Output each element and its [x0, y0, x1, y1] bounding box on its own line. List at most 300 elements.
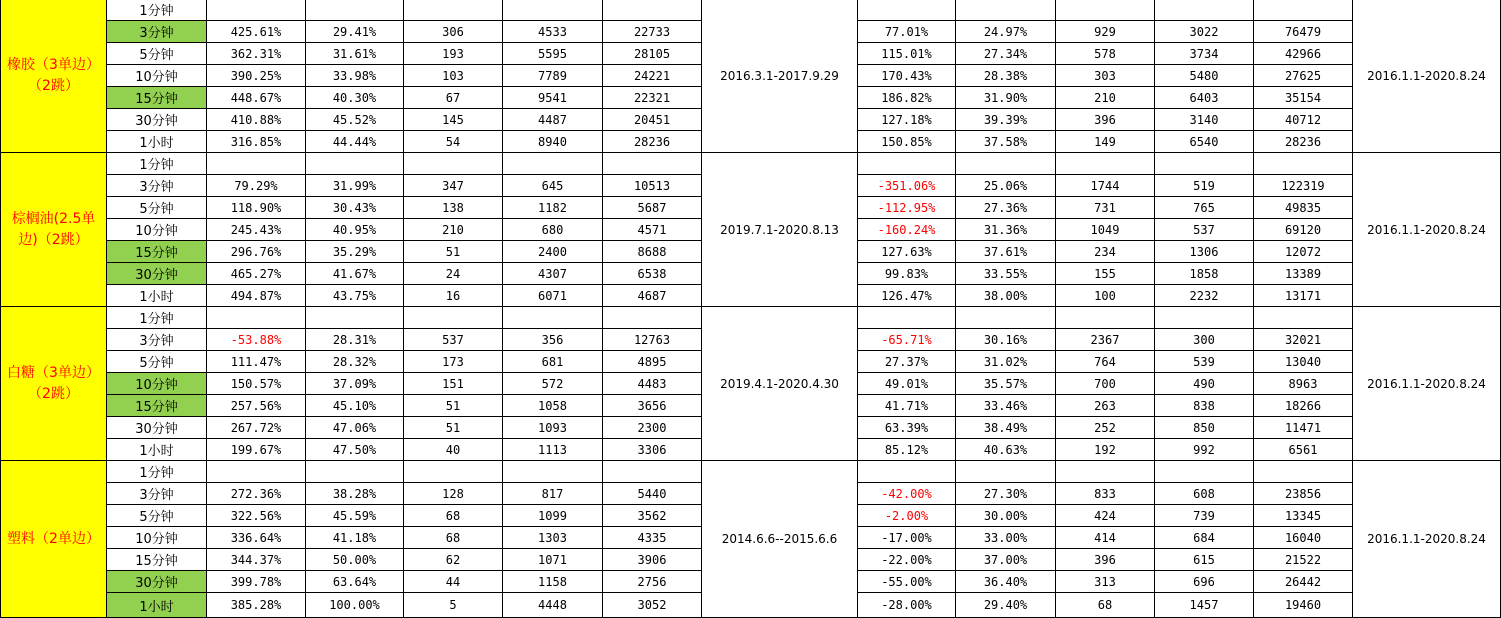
metric-b-cell[interactable]: 25.06%: [956, 175, 1056, 197]
metric-a-cell[interactable]: 537: [404, 329, 503, 351]
metric-b-cell[interactable]: [1155, 0, 1254, 21]
metric-b-cell[interactable]: -42.00%: [858, 483, 956, 505]
metric-b-cell[interactable]: 127.63%: [858, 241, 956, 263]
metric-a-cell[interactable]: 28105: [603, 43, 702, 65]
metric-b-cell[interactable]: 3022: [1155, 21, 1254, 43]
timeframe-cell[interactable]: 1分钟: [107, 461, 207, 483]
metric-a-cell[interactable]: 41.18%: [306, 527, 404, 549]
metric-a-cell[interactable]: 9541: [503, 87, 603, 109]
metric-b-cell[interactable]: 127.18%: [858, 109, 956, 131]
metric-b-cell[interactable]: [1056, 153, 1155, 175]
metric-b-cell[interactable]: 39.39%: [956, 109, 1056, 131]
metric-b-cell[interactable]: 37.00%: [956, 549, 1056, 571]
timeframe-cell[interactable]: 30分钟: [107, 571, 207, 593]
metric-b-cell[interactable]: 490: [1155, 373, 1254, 395]
metric-b-cell[interactable]: 414: [1056, 527, 1155, 549]
metric-b-cell[interactable]: 303: [1056, 65, 1155, 87]
metric-a-cell[interactable]: 30.43%: [306, 197, 404, 219]
metric-b-cell[interactable]: -112.95%: [858, 197, 956, 219]
metric-a-cell[interactable]: 62: [404, 549, 503, 571]
metric-b-cell[interactable]: 3734: [1155, 43, 1254, 65]
metric-a-cell[interactable]: 1303: [503, 527, 603, 549]
metric-a-cell[interactable]: 306: [404, 21, 503, 43]
timeframe-cell[interactable]: 5分钟: [107, 197, 207, 219]
metric-a-cell[interactable]: 410.88%: [207, 109, 306, 131]
metric-a-cell[interactable]: 138: [404, 197, 503, 219]
metric-b-cell[interactable]: 578: [1056, 43, 1155, 65]
metric-a-cell[interactable]: 4895: [603, 351, 702, 373]
metric-a-cell[interactable]: 10513: [603, 175, 702, 197]
instrument-name-cell[interactable]: 塑料（2单边）: [0, 461, 107, 618]
metric-b-cell[interactable]: 149: [1056, 131, 1155, 153]
metric-a-cell[interactable]: 2400: [503, 241, 603, 263]
timeframe-cell[interactable]: 10分钟: [107, 527, 207, 549]
metric-a-cell[interactable]: 51: [404, 417, 503, 439]
metric-a-cell[interactable]: 4487: [503, 109, 603, 131]
metric-a-cell[interactable]: [503, 307, 603, 329]
metric-a-cell[interactable]: 347: [404, 175, 503, 197]
metric-b-cell[interactable]: 929: [1056, 21, 1155, 43]
metric-a-cell[interactable]: 68: [404, 505, 503, 527]
metric-b-cell[interactable]: 731: [1056, 197, 1155, 219]
metric-a-cell[interactable]: 173: [404, 351, 503, 373]
backtest-period-a-cell[interactable]: 2014.6.6--2015.6.6: [702, 461, 858, 618]
metric-a-cell[interactable]: 22733: [603, 21, 702, 43]
timeframe-cell[interactable]: 1分钟: [107, 307, 207, 329]
metric-a-cell[interactable]: 37.09%: [306, 373, 404, 395]
metric-a-cell[interactable]: 1093: [503, 417, 603, 439]
metric-a-cell[interactable]: 128: [404, 483, 503, 505]
metric-a-cell[interactable]: 44: [404, 571, 503, 593]
backtest-period-a-cell[interactable]: 2019.4.1-2020.4.30: [702, 307, 858, 461]
metric-a-cell[interactable]: 41.67%: [306, 263, 404, 285]
metric-a-cell[interactable]: 79.29%: [207, 175, 306, 197]
metric-b-cell[interactable]: -17.00%: [858, 527, 956, 549]
metric-b-cell[interactable]: 6540: [1155, 131, 1254, 153]
metric-a-cell[interactable]: 4571: [603, 219, 702, 241]
metric-a-cell[interactable]: 67: [404, 87, 503, 109]
metric-b-cell[interactable]: 8963: [1254, 373, 1353, 395]
metric-b-cell[interactable]: [1056, 307, 1155, 329]
metric-a-cell[interactable]: 8688: [603, 241, 702, 263]
metric-a-cell[interactable]: 3656: [603, 395, 702, 417]
metric-b-cell[interactable]: 13345: [1254, 505, 1353, 527]
metric-a-cell[interactable]: 7789: [503, 65, 603, 87]
metric-a-cell[interactable]: 494.87%: [207, 285, 306, 307]
metric-b-cell[interactable]: -351.06%: [858, 175, 956, 197]
metric-a-cell[interactable]: 1182: [503, 197, 603, 219]
metric-a-cell[interactable]: 24221: [603, 65, 702, 87]
metric-a-cell[interactable]: [207, 461, 306, 483]
backtest-period-b-cell[interactable]: 2016.1.1-2020.8.24: [1353, 0, 1501, 153]
metric-b-cell[interactable]: -2.00%: [858, 505, 956, 527]
metric-a-cell[interactable]: 50.00%: [306, 549, 404, 571]
metric-a-cell[interactable]: 4533: [503, 21, 603, 43]
metric-b-cell[interactable]: 1049: [1056, 219, 1155, 241]
metric-a-cell[interactable]: 5: [404, 593, 503, 618]
metric-a-cell[interactable]: [306, 307, 404, 329]
metric-b-cell[interactable]: 41.71%: [858, 395, 956, 417]
metric-a-cell[interactable]: 28.32%: [306, 351, 404, 373]
metric-b-cell[interactable]: [956, 153, 1056, 175]
metric-a-cell[interactable]: 572: [503, 373, 603, 395]
metric-a-cell[interactable]: 448.67%: [207, 87, 306, 109]
metric-b-cell[interactable]: 13040: [1254, 351, 1353, 373]
metric-b-cell[interactable]: 19460: [1254, 593, 1353, 618]
metric-b-cell[interactable]: 30.16%: [956, 329, 1056, 351]
metric-a-cell[interactable]: 33.98%: [306, 65, 404, 87]
metric-a-cell[interactable]: 257.56%: [207, 395, 306, 417]
metric-a-cell[interactable]: 6538: [603, 263, 702, 285]
metric-b-cell[interactable]: [956, 0, 1056, 21]
metric-a-cell[interactable]: 1058: [503, 395, 603, 417]
timeframe-cell[interactable]: 3分钟: [107, 483, 207, 505]
metric-a-cell[interactable]: -53.88%: [207, 329, 306, 351]
metric-a-cell[interactable]: 22321: [603, 87, 702, 109]
metric-a-cell[interactable]: 681: [503, 351, 603, 373]
metric-b-cell[interactable]: [1155, 461, 1254, 483]
metric-a-cell[interactable]: 3562: [603, 505, 702, 527]
metric-b-cell[interactable]: 69120: [1254, 219, 1353, 241]
metric-b-cell[interactable]: 27625: [1254, 65, 1353, 87]
metric-b-cell[interactable]: -22.00%: [858, 549, 956, 571]
metric-a-cell[interactable]: 145: [404, 109, 503, 131]
metric-a-cell[interactable]: 817: [503, 483, 603, 505]
metric-a-cell[interactable]: [603, 153, 702, 175]
metric-a-cell[interactable]: 45.52%: [306, 109, 404, 131]
metric-b-cell[interactable]: 85.12%: [858, 439, 956, 461]
metric-a-cell[interactable]: 362.31%: [207, 43, 306, 65]
metric-b-cell[interactable]: 252: [1056, 417, 1155, 439]
metric-a-cell[interactable]: 28.31%: [306, 329, 404, 351]
metric-b-cell[interactable]: [1254, 0, 1353, 21]
metric-b-cell[interactable]: [1155, 307, 1254, 329]
metric-a-cell[interactable]: 29.41%: [306, 21, 404, 43]
metric-a-cell[interactable]: 12763: [603, 329, 702, 351]
metric-b-cell[interactable]: [1056, 461, 1155, 483]
metric-b-cell[interactable]: 2367: [1056, 329, 1155, 351]
metric-b-cell[interactable]: 42966: [1254, 43, 1353, 65]
metric-b-cell[interactable]: 210: [1056, 87, 1155, 109]
metric-b-cell[interactable]: 150.85%: [858, 131, 956, 153]
instrument-name-cell[interactable]: 白糖（3单边）（2跳）: [0, 307, 107, 461]
metric-b-cell[interactable]: 27.37%: [858, 351, 956, 373]
metric-b-cell[interactable]: 28.38%: [956, 65, 1056, 87]
metric-b-cell[interactable]: -28.00%: [858, 593, 956, 618]
metric-b-cell[interactable]: 38.00%: [956, 285, 1056, 307]
metric-b-cell[interactable]: 68: [1056, 593, 1155, 618]
metric-a-cell[interactable]: 199.67%: [207, 439, 306, 461]
metric-b-cell[interactable]: 170.43%: [858, 65, 956, 87]
metric-a-cell[interactable]: 103: [404, 65, 503, 87]
metric-b-cell[interactable]: 63.39%: [858, 417, 956, 439]
metric-b-cell[interactable]: -160.24%: [858, 219, 956, 241]
metric-a-cell[interactable]: 24: [404, 263, 503, 285]
metric-b-cell[interactable]: 11471: [1254, 417, 1353, 439]
metric-b-cell[interactable]: [858, 461, 956, 483]
metric-a-cell[interactable]: 40.30%: [306, 87, 404, 109]
metric-a-cell[interactable]: 3306: [603, 439, 702, 461]
metric-a-cell[interactable]: 272.36%: [207, 483, 306, 505]
timeframe-cell[interactable]: 5分钟: [107, 43, 207, 65]
backtest-period-a-cell[interactable]: 2019.7.1-2020.8.13: [702, 153, 858, 307]
metric-a-cell[interactable]: 150.57%: [207, 373, 306, 395]
timeframe-cell[interactable]: 1小时: [107, 131, 207, 153]
metric-b-cell[interactable]: 49.01%: [858, 373, 956, 395]
metric-b-cell[interactable]: [1254, 153, 1353, 175]
metric-a-cell[interactable]: 210: [404, 219, 503, 241]
metric-b-cell[interactable]: 192: [1056, 439, 1155, 461]
metric-a-cell[interactable]: 4335: [603, 527, 702, 549]
metric-b-cell[interactable]: 537: [1155, 219, 1254, 241]
backtest-period-b-cell[interactable]: 2016.1.1-2020.8.24: [1353, 307, 1501, 461]
metric-a-cell[interactable]: 1071: [503, 549, 603, 571]
metric-a-cell[interactable]: 31.61%: [306, 43, 404, 65]
metric-a-cell[interactable]: [306, 153, 404, 175]
metric-a-cell[interactable]: 51: [404, 395, 503, 417]
metric-b-cell[interactable]: 3140: [1155, 109, 1254, 131]
metric-a-cell[interactable]: 38.28%: [306, 483, 404, 505]
metric-b-cell[interactable]: [1155, 153, 1254, 175]
metric-b-cell[interactable]: 40.63%: [956, 439, 1056, 461]
metric-a-cell[interactable]: 267.72%: [207, 417, 306, 439]
metric-b-cell[interactable]: [858, 307, 956, 329]
metric-b-cell[interactable]: 155: [1056, 263, 1155, 285]
metric-a-cell[interactable]: 47.50%: [306, 439, 404, 461]
metric-a-cell[interactable]: 6071: [503, 285, 603, 307]
metric-a-cell[interactable]: 3906: [603, 549, 702, 571]
metric-a-cell[interactable]: 645: [503, 175, 603, 197]
metric-a-cell[interactable]: 40: [404, 439, 503, 461]
timeframe-cell[interactable]: 15分钟: [107, 549, 207, 571]
metric-b-cell[interactable]: 33.55%: [956, 263, 1056, 285]
metric-b-cell[interactable]: [1254, 461, 1353, 483]
metric-b-cell[interactable]: 36.40%: [956, 571, 1056, 593]
metric-b-cell[interactable]: 76479: [1254, 21, 1353, 43]
metric-a-cell[interactable]: [503, 461, 603, 483]
metric-b-cell[interactable]: 6403: [1155, 87, 1254, 109]
metric-a-cell[interactable]: 356: [503, 329, 603, 351]
metric-b-cell[interactable]: 764: [1056, 351, 1155, 373]
metric-b-cell[interactable]: 30.00%: [956, 505, 1056, 527]
metric-b-cell[interactable]: 23856: [1254, 483, 1353, 505]
metric-b-cell[interactable]: 539: [1155, 351, 1254, 373]
metric-b-cell[interactable]: 1457: [1155, 593, 1254, 618]
timeframe-cell[interactable]: 1分钟: [107, 153, 207, 175]
metric-a-cell[interactable]: 43.75%: [306, 285, 404, 307]
metric-a-cell[interactable]: 151: [404, 373, 503, 395]
metric-a-cell[interactable]: 465.27%: [207, 263, 306, 285]
metric-b-cell[interactable]: 38.49%: [956, 417, 1056, 439]
metric-a-cell[interactable]: 336.64%: [207, 527, 306, 549]
metric-a-cell[interactable]: 4307: [503, 263, 603, 285]
timeframe-cell[interactable]: 1小时: [107, 285, 207, 307]
metric-b-cell[interactable]: 33.46%: [956, 395, 1056, 417]
metric-a-cell[interactable]: 344.37%: [207, 549, 306, 571]
metric-b-cell[interactable]: 49835: [1254, 197, 1353, 219]
metric-a-cell[interactable]: 3052: [603, 593, 702, 618]
metric-a-cell[interactable]: 5440: [603, 483, 702, 505]
metric-b-cell[interactable]: [1254, 307, 1353, 329]
metric-a-cell[interactable]: 45.59%: [306, 505, 404, 527]
timeframe-cell[interactable]: 3分钟: [107, 329, 207, 351]
metric-a-cell[interactable]: 40.95%: [306, 219, 404, 241]
metric-a-cell[interactable]: [603, 0, 702, 21]
metric-a-cell[interactable]: 1113: [503, 439, 603, 461]
metric-a-cell[interactable]: 245.43%: [207, 219, 306, 241]
metric-a-cell[interactable]: 45.10%: [306, 395, 404, 417]
metric-a-cell[interactable]: [603, 307, 702, 329]
metric-b-cell[interactable]: 31.36%: [956, 219, 1056, 241]
metric-b-cell[interactable]: 313: [1056, 571, 1155, 593]
metric-b-cell[interactable]: 32021: [1254, 329, 1353, 351]
metric-a-cell[interactable]: [603, 461, 702, 483]
metric-b-cell[interactable]: 27.34%: [956, 43, 1056, 65]
metric-b-cell[interactable]: 1306: [1155, 241, 1254, 263]
metric-a-cell[interactable]: [503, 0, 603, 21]
metric-a-cell[interactable]: [404, 307, 503, 329]
metric-b-cell[interactable]: 24.97%: [956, 21, 1056, 43]
timeframe-cell[interactable]: 1小时: [107, 593, 207, 618]
metric-a-cell[interactable]: 5595: [503, 43, 603, 65]
instrument-name-cell[interactable]: 橡胶（3单边）（2跳）: [0, 0, 107, 153]
metric-b-cell[interactable]: [858, 0, 956, 21]
metric-a-cell[interactable]: [404, 153, 503, 175]
timeframe-cell[interactable]: 15分钟: [107, 241, 207, 263]
timeframe-cell[interactable]: 5分钟: [107, 505, 207, 527]
metric-a-cell[interactable]: 399.78%: [207, 571, 306, 593]
metric-a-cell[interactable]: 1099: [503, 505, 603, 527]
metric-b-cell[interactable]: 263: [1056, 395, 1155, 417]
timeframe-cell[interactable]: 15分钟: [107, 395, 207, 417]
metric-a-cell[interactable]: 28236: [603, 131, 702, 153]
metric-b-cell[interactable]: 6561: [1254, 439, 1353, 461]
metric-b-cell[interactable]: 396: [1056, 109, 1155, 131]
metric-a-cell[interactable]: [207, 0, 306, 21]
metric-b-cell[interactable]: 21522: [1254, 549, 1353, 571]
metric-a-cell[interactable]: [404, 0, 503, 21]
metric-b-cell[interactable]: 126.47%: [858, 285, 956, 307]
metric-a-cell[interactable]: 1158: [503, 571, 603, 593]
metric-b-cell[interactable]: 35.57%: [956, 373, 1056, 395]
timeframe-cell[interactable]: 1小时: [107, 439, 207, 461]
metric-a-cell[interactable]: 2756: [603, 571, 702, 593]
timeframe-cell[interactable]: 1分钟: [107, 0, 207, 21]
metric-b-cell[interactable]: 186.82%: [858, 87, 956, 109]
metric-b-cell[interactable]: 115.01%: [858, 43, 956, 65]
metric-a-cell[interactable]: 425.61%: [207, 21, 306, 43]
backtest-period-b-cell[interactable]: 2016.1.1-2020.8.24: [1353, 153, 1501, 307]
metric-a-cell[interactable]: 20451: [603, 109, 702, 131]
metric-a-cell[interactable]: 63.64%: [306, 571, 404, 593]
timeframe-cell[interactable]: 30分钟: [107, 109, 207, 131]
metric-a-cell[interactable]: 4687: [603, 285, 702, 307]
metric-b-cell[interactable]: 739: [1155, 505, 1254, 527]
metric-b-cell[interactable]: 29.40%: [956, 593, 1056, 618]
metric-a-cell[interactable]: 385.28%: [207, 593, 306, 618]
metric-b-cell[interactable]: 838: [1155, 395, 1254, 417]
metric-b-cell[interactable]: 1744: [1056, 175, 1155, 197]
metric-b-cell[interactable]: 31.90%: [956, 87, 1056, 109]
timeframe-cell[interactable]: 30分钟: [107, 417, 207, 439]
metric-b-cell[interactable]: 13171: [1254, 285, 1353, 307]
metric-a-cell[interactable]: 51: [404, 241, 503, 263]
metric-b-cell[interactable]: 615: [1155, 549, 1254, 571]
metric-b-cell[interactable]: -55.00%: [858, 571, 956, 593]
metric-b-cell[interactable]: 28236: [1254, 131, 1353, 153]
metric-b-cell[interactable]: 16040: [1254, 527, 1353, 549]
metric-a-cell[interactable]: 680: [503, 219, 603, 241]
metric-b-cell[interactable]: 12072: [1254, 241, 1353, 263]
backtest-period-b-cell[interactable]: 2016.1.1-2020.8.24: [1353, 461, 1501, 618]
metric-b-cell[interactable]: 396: [1056, 549, 1155, 571]
metric-b-cell[interactable]: 696: [1155, 571, 1254, 593]
backtest-period-a-cell[interactable]: 2016.3.1-2017.9.29: [702, 0, 858, 153]
metric-a-cell[interactable]: 35.29%: [306, 241, 404, 263]
metric-a-cell[interactable]: 5687: [603, 197, 702, 219]
metric-a-cell[interactable]: 193: [404, 43, 503, 65]
metric-a-cell[interactable]: 100.00%: [306, 593, 404, 618]
timeframe-cell[interactable]: 3分钟: [107, 21, 207, 43]
metric-a-cell[interactable]: [207, 153, 306, 175]
metric-b-cell[interactable]: [858, 153, 956, 175]
timeframe-cell[interactable]: 15分钟: [107, 87, 207, 109]
timeframe-cell[interactable]: 10分钟: [107, 219, 207, 241]
metric-a-cell[interactable]: 54: [404, 131, 503, 153]
metric-b-cell[interactable]: -65.71%: [858, 329, 956, 351]
metric-b-cell[interactable]: 27.30%: [956, 483, 1056, 505]
metric-a-cell[interactable]: 322.56%: [207, 505, 306, 527]
metric-b-cell[interactable]: 26442: [1254, 571, 1353, 593]
metric-a-cell[interactable]: 296.76%: [207, 241, 306, 263]
metric-a-cell[interactable]: [404, 461, 503, 483]
metric-b-cell[interactable]: 992: [1155, 439, 1254, 461]
metric-b-cell[interactable]: 37.61%: [956, 241, 1056, 263]
timeframe-cell[interactable]: 10分钟: [107, 65, 207, 87]
timeframe-cell[interactable]: 3分钟: [107, 175, 207, 197]
metric-a-cell[interactable]: [306, 0, 404, 21]
metric-b-cell[interactable]: 850: [1155, 417, 1254, 439]
metric-a-cell[interactable]: 4483: [603, 373, 702, 395]
metric-a-cell[interactable]: 68: [404, 527, 503, 549]
metric-b-cell[interactable]: 300: [1155, 329, 1254, 351]
metric-a-cell[interactable]: 31.99%: [306, 175, 404, 197]
metric-a-cell[interactable]: [207, 307, 306, 329]
metric-b-cell[interactable]: 13389: [1254, 263, 1353, 285]
metric-b-cell[interactable]: 700: [1056, 373, 1155, 395]
metric-b-cell[interactable]: 684: [1155, 527, 1254, 549]
metric-a-cell[interactable]: 44.44%: [306, 131, 404, 153]
metric-a-cell[interactable]: 316.85%: [207, 131, 306, 153]
metric-b-cell[interactable]: 35154: [1254, 87, 1353, 109]
metric-b-cell[interactable]: [956, 461, 1056, 483]
metric-a-cell[interactable]: 2300: [603, 417, 702, 439]
metric-a-cell[interactable]: 390.25%: [207, 65, 306, 87]
metric-b-cell[interactable]: 33.00%: [956, 527, 1056, 549]
metric-b-cell[interactable]: 77.01%: [858, 21, 956, 43]
metric-b-cell[interactable]: 424: [1056, 505, 1155, 527]
metric-a-cell[interactable]: [503, 153, 603, 175]
metric-b-cell[interactable]: [1056, 0, 1155, 21]
metric-b-cell[interactable]: 122319: [1254, 175, 1353, 197]
metric-b-cell[interactable]: 37.58%: [956, 131, 1056, 153]
metric-b-cell[interactable]: 1858: [1155, 263, 1254, 285]
metric-a-cell[interactable]: 4448: [503, 593, 603, 618]
metric-b-cell[interactable]: 765: [1155, 197, 1254, 219]
instrument-name-cell[interactable]: 棕榈油(2.5单边)（2跳）: [0, 153, 107, 307]
timeframe-cell[interactable]: 10分钟: [107, 373, 207, 395]
timeframe-cell[interactable]: 30分钟: [107, 263, 207, 285]
